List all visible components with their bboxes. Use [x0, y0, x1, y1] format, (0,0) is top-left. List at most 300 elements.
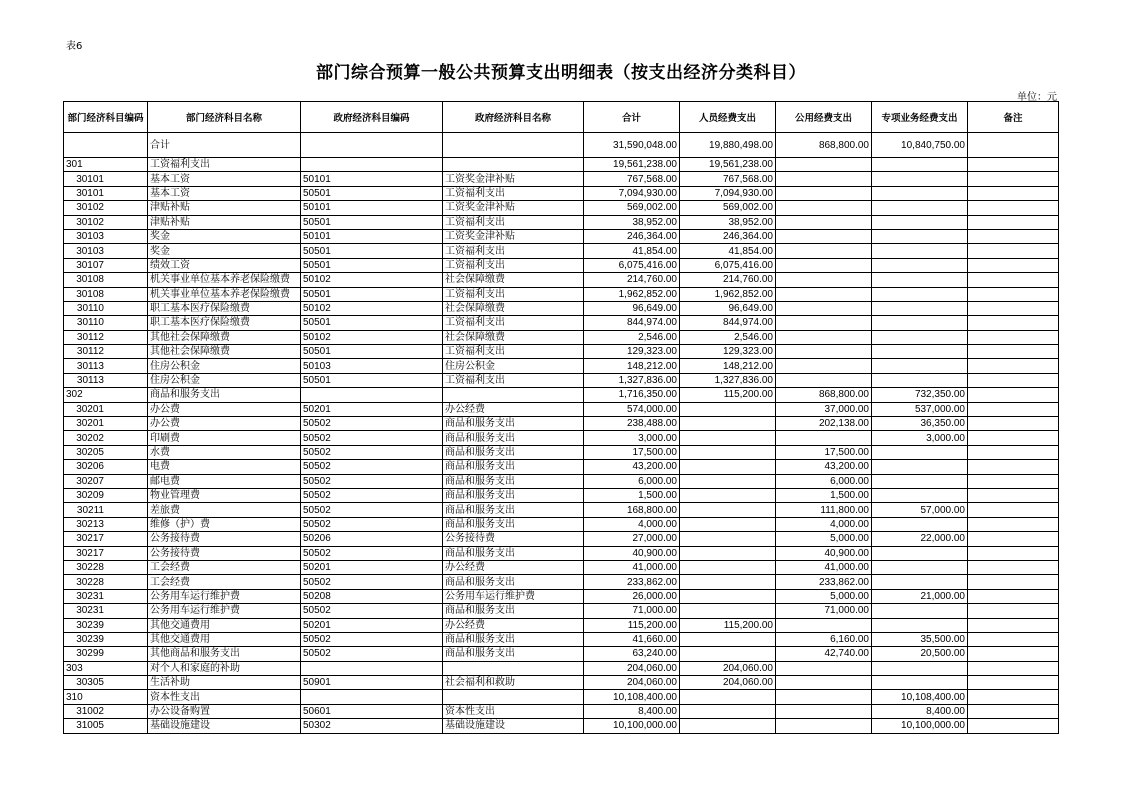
special-cell — [872, 460, 968, 474]
personnel-cell — [680, 445, 776, 459]
table-row — [64, 532, 1059, 546]
gov-code-cell: 50102 — [301, 330, 443, 344]
table-row — [64, 388, 1059, 402]
personnel-cell — [680, 589, 776, 603]
total-cell: 26,000.00 — [584, 589, 680, 603]
public-cell: 37,000.00 — [776, 402, 872, 416]
table-row — [64, 632, 1059, 646]
gov-name-cell: 商品和服务支出 — [443, 575, 584, 589]
table-row — [64, 719, 1059, 733]
total-cell: 569,002.00 — [584, 201, 680, 215]
public-cell — [776, 373, 872, 387]
special-cell — [872, 287, 968, 301]
gov-code-cell: 50501 — [301, 186, 443, 200]
gov-name-cell: 社会保障缴费 — [443, 301, 584, 315]
personnel-cell — [680, 474, 776, 488]
public-cell — [776, 661, 872, 675]
total-cell: 168,800.00 — [584, 503, 680, 517]
dept-code-cell: 301 — [64, 158, 148, 172]
gov-name-cell — [443, 158, 584, 172]
dept-code-cell: 30228 — [64, 575, 148, 589]
dept-name-cell: 工会经费 — [148, 560, 301, 574]
remark-cell — [968, 503, 1059, 517]
header-remark: 备注 — [968, 102, 1059, 133]
special-cell: 20,500.00 — [872, 647, 968, 661]
total-cell: 233,862.00 — [584, 575, 680, 589]
dept-name-cell: 公务用车运行维护费 — [148, 589, 301, 603]
remark-cell — [968, 488, 1059, 502]
table-row — [64, 604, 1059, 618]
gov-code-cell: 50201 — [301, 560, 443, 574]
gov-name-cell: 社会福利和救助 — [443, 676, 584, 690]
dept-name-cell: 绩效工资 — [148, 258, 301, 272]
gov-name-cell: 商品和服务支出 — [443, 503, 584, 517]
personnel-cell — [680, 690, 776, 704]
special-cell — [872, 201, 968, 215]
table-row — [64, 589, 1059, 603]
total-cell: 115,200.00 — [584, 618, 680, 632]
public-cell — [776, 330, 872, 344]
gov-name-cell: 工资福利支出 — [443, 345, 584, 359]
dept-code-cell: 30228 — [64, 560, 148, 574]
page-title: 部门综合预算一般公共预算支出明细表（按支出经济分类科目） — [316, 63, 806, 83]
total-cell: 574,000.00 — [584, 402, 680, 416]
remark-cell — [968, 647, 1059, 661]
total-cell: 8,400.00 — [584, 704, 680, 718]
special-cell — [872, 273, 968, 287]
table-row — [64, 258, 1059, 272]
gov-code-cell: 50502 — [301, 632, 443, 646]
dept-name-cell: 水费 — [148, 445, 301, 459]
total-cell: 63,240.00 — [584, 647, 680, 661]
dept-name-cell: 办公费 — [148, 402, 301, 416]
personnel-cell: 6,075,416.00 — [680, 258, 776, 272]
public-cell — [776, 719, 872, 733]
special-cell — [872, 172, 968, 186]
remark-cell — [968, 273, 1059, 287]
public-cell: 42,740.00 — [776, 647, 872, 661]
gov-code-cell: 50208 — [301, 589, 443, 603]
dept-code-cell: 30103 — [64, 229, 148, 243]
special-cell: 10,108,400.00 — [872, 690, 968, 704]
public-cell — [776, 229, 872, 243]
total-cell: 238,488.00 — [584, 417, 680, 431]
gov-code-cell: 50501 — [301, 258, 443, 272]
special-cell — [872, 474, 968, 488]
total-cell: 10,108,400.00 — [584, 690, 680, 704]
special-cell — [872, 316, 968, 330]
dept-code-cell: 30113 — [64, 359, 148, 373]
gov-code-cell: 50103 — [301, 359, 443, 373]
gov-code-cell: 50501 — [301, 373, 443, 387]
public-cell — [776, 316, 872, 330]
table-row — [64, 676, 1059, 690]
public-cell: 4,000.00 — [776, 517, 872, 531]
table-number: 表6 — [66, 41, 83, 52]
public-cell — [776, 690, 872, 704]
dept-code-cell: 30209 — [64, 488, 148, 502]
personnel-cell: 1,327,836.00 — [680, 373, 776, 387]
dept-name-cell: 物业管理费 — [148, 488, 301, 502]
gov-name-cell: 公务用车运行维护费 — [443, 589, 584, 603]
remark-cell — [968, 575, 1059, 589]
special-cell — [872, 445, 968, 459]
gov-name-cell: 商品和服务支出 — [443, 460, 584, 474]
special-cell — [872, 604, 968, 618]
dept-name-cell: 印刷费 — [148, 431, 301, 445]
personnel-cell — [680, 604, 776, 618]
dept-code-cell: 30239 — [64, 632, 148, 646]
public-cell — [776, 186, 872, 200]
table-row — [64, 546, 1059, 560]
table-row — [64, 474, 1059, 488]
remark-cell — [968, 661, 1059, 675]
gov-code-cell — [301, 690, 443, 704]
total-cell: 1,716,350.00 — [584, 388, 680, 402]
public-cell: 233,862.00 — [776, 575, 872, 589]
gov-code-cell: 50502 — [301, 460, 443, 474]
public-cell — [776, 301, 872, 315]
dept-code-cell: 30102 — [64, 215, 148, 229]
total-cell: 204,060.00 — [584, 661, 680, 675]
personnel-cell — [680, 647, 776, 661]
gov-code-cell: 50901 — [301, 676, 443, 690]
special-cell: 3,000.00 — [872, 431, 968, 445]
gov-code-cell: 50102 — [301, 273, 443, 287]
personnel-cell: 246,364.00 — [680, 229, 776, 243]
gov-name-cell — [443, 690, 584, 704]
personnel-cell: 148,212.00 — [680, 359, 776, 373]
total-cell: 41,854.00 — [584, 244, 680, 258]
remark-cell — [968, 388, 1059, 402]
dept-code-cell: 30231 — [64, 604, 148, 618]
special-cell — [872, 676, 968, 690]
gov-name-cell: 工资福利支出 — [443, 186, 584, 200]
gov-name-cell: 商品和服务支出 — [443, 604, 584, 618]
personnel-cell — [680, 719, 776, 733]
personnel-cell: 129,323.00 — [680, 345, 776, 359]
personnel-cell: 2,546.00 — [680, 330, 776, 344]
dept-code-cell: 30101 — [64, 172, 148, 186]
remark-cell — [968, 229, 1059, 243]
dept-code-cell: 302 — [64, 388, 148, 402]
remark-cell — [968, 704, 1059, 718]
remark-cell — [968, 431, 1059, 445]
gov-name-cell: 工资福利支出 — [443, 215, 584, 229]
dept-code-cell: 30110 — [64, 316, 148, 330]
budget-table — [63, 101, 1059, 734]
gov-code-cell: 50206 — [301, 532, 443, 546]
remark-cell — [968, 402, 1059, 416]
special-cell: 732,350.00 — [872, 388, 968, 402]
table-row — [64, 575, 1059, 589]
dept-name-cell: 住房公积金 — [148, 359, 301, 373]
special-cell — [872, 373, 968, 387]
personnel-cell — [680, 560, 776, 574]
special-cell — [872, 229, 968, 243]
public-cell — [776, 287, 872, 301]
special-cell: 10,100,000.00 — [872, 719, 968, 733]
gov-code-cell: 50501 — [301, 345, 443, 359]
dept-name-cell: 津贴补贴 — [148, 215, 301, 229]
header-dept-name: 部门经济科目名称 — [148, 102, 301, 133]
gov-code-cell: 50502 — [301, 604, 443, 618]
public-cell: 202,138.00 — [776, 417, 872, 431]
gov-name-cell: 社会保障缴费 — [443, 330, 584, 344]
personnel-cell: 204,060.00 — [680, 661, 776, 675]
public-cell: 6,160.00 — [776, 632, 872, 646]
total-cell: 214,760.00 — [584, 273, 680, 287]
public-cell: 71,000.00 — [776, 604, 872, 618]
remark-cell — [968, 330, 1059, 344]
gov-code-cell: 50101 — [301, 201, 443, 215]
gov-code-cell: 50502 — [301, 503, 443, 517]
total-cell: 6,075,416.00 — [584, 258, 680, 272]
dept-name-cell: 奖金 — [148, 229, 301, 243]
header-total: 合计 — [584, 102, 680, 133]
gov-name-cell: 公务接待费 — [443, 532, 584, 546]
table-row — [64, 215, 1059, 229]
remark-cell — [968, 632, 1059, 646]
total-cell: 71,000.00 — [584, 604, 680, 618]
remark-cell — [968, 244, 1059, 258]
gov-name-cell: 工资福利支出 — [443, 316, 584, 330]
total-cell: 246,364.00 — [584, 229, 680, 243]
total-cell: 1,500.00 — [584, 488, 680, 502]
dept-name-cell: 其他社会保障缴费 — [148, 330, 301, 344]
remark-cell — [968, 201, 1059, 215]
gov-code-cell — [301, 158, 443, 172]
personnel-cell — [680, 503, 776, 517]
gov-name-cell: 工资福利支出 — [443, 258, 584, 272]
gov-code-cell: 50502 — [301, 546, 443, 560]
gov-name-cell: 商品和服务支出 — [443, 488, 584, 502]
dept-code-cell: 30102 — [64, 201, 148, 215]
gov-code-cell — [301, 661, 443, 675]
dept-name-cell: 维修（护）费 — [148, 517, 301, 531]
public-cell: 111,800.00 — [776, 503, 872, 517]
personnel-cell: 214,760.00 — [680, 273, 776, 287]
dept-code-cell: 30112 — [64, 330, 148, 344]
dept-name-cell: 其他交通费用 — [148, 632, 301, 646]
table-row — [64, 417, 1059, 431]
total-remark — [968, 133, 1059, 158]
gov-name-cell: 基础设施建设 — [443, 719, 584, 733]
special-cell — [872, 158, 968, 172]
personnel-cell: 844,974.00 — [680, 316, 776, 330]
public-cell: 868,800.00 — [776, 388, 872, 402]
special-cell: 22,000.00 — [872, 532, 968, 546]
table-row — [64, 244, 1059, 258]
special-cell: 537,000.00 — [872, 402, 968, 416]
dept-code-cell: 30108 — [64, 273, 148, 287]
dept-name-cell: 基础设施建设 — [148, 719, 301, 733]
personnel-cell: 38,952.00 — [680, 215, 776, 229]
remark-cell — [968, 359, 1059, 373]
special-cell — [872, 258, 968, 272]
remark-cell — [968, 417, 1059, 431]
dept-name-cell: 公务接待费 — [148, 532, 301, 546]
total-cell: 38,952.00 — [584, 215, 680, 229]
dept-code-cell: 30201 — [64, 402, 148, 416]
total-cell: 1,327,836.00 — [584, 373, 680, 387]
personnel-cell — [680, 417, 776, 431]
remark-cell — [968, 172, 1059, 186]
table-row — [64, 287, 1059, 301]
dept-name-cell: 其他交通费用 — [148, 618, 301, 632]
total-cell: 844,974.00 — [584, 316, 680, 330]
table-row — [64, 186, 1059, 200]
table-row — [64, 273, 1059, 287]
dept-name-cell: 办公费 — [148, 417, 301, 431]
public-cell — [776, 258, 872, 272]
gov-code-cell: 50302 — [301, 719, 443, 733]
dept-code-cell: 31002 — [64, 704, 148, 718]
gov-name-cell: 商品和服务支出 — [443, 431, 584, 445]
gov-code-cell: 50501 — [301, 316, 443, 330]
gov-code-cell: 50601 — [301, 704, 443, 718]
personnel-cell — [680, 632, 776, 646]
dept-name-cell: 邮电费 — [148, 474, 301, 488]
special-cell: 57,000.00 — [872, 503, 968, 517]
dept-code-cell: 30211 — [64, 503, 148, 517]
remark-cell — [968, 215, 1059, 229]
dept-name-cell: 住房公积金 — [148, 373, 301, 387]
public-cell — [776, 431, 872, 445]
table-row — [64, 330, 1059, 344]
personnel-cell: 569,002.00 — [680, 201, 776, 215]
dept-code-cell: 31005 — [64, 719, 148, 733]
total-cell: 43,200.00 — [584, 460, 680, 474]
dept-name-cell: 机关事业单位基本养老保险缴费 — [148, 287, 301, 301]
public-cell — [776, 201, 872, 215]
total-cell: 7,094,930.00 — [584, 186, 680, 200]
total-personnel: 19,880,498.00 — [680, 133, 776, 158]
total-row — [64, 133, 1059, 158]
total-cell: 27,000.00 — [584, 532, 680, 546]
table-row — [64, 373, 1059, 387]
dept-code-cell: 30103 — [64, 244, 148, 258]
total-cell: 41,660.00 — [584, 632, 680, 646]
gov-code-cell: 50102 — [301, 301, 443, 315]
table-row — [64, 690, 1059, 704]
total-cell: 148,212.00 — [584, 359, 680, 373]
public-cell: 1,500.00 — [776, 488, 872, 502]
gov-code-cell: 50201 — [301, 618, 443, 632]
total-code-cell — [64, 133, 148, 158]
table-row — [64, 158, 1059, 172]
remark-cell — [968, 618, 1059, 632]
personnel-cell — [680, 488, 776, 502]
personnel-cell: 19,561,238.00 — [680, 158, 776, 172]
table-row — [64, 704, 1059, 718]
public-cell — [776, 172, 872, 186]
table-row — [64, 560, 1059, 574]
personnel-cell — [680, 460, 776, 474]
remark-cell — [968, 287, 1059, 301]
dept-name-cell: 职工基本医疗保险缴费 — [148, 316, 301, 330]
remark-cell — [968, 460, 1059, 474]
special-cell — [872, 661, 968, 675]
public-cell — [776, 359, 872, 373]
gov-code-cell: 50101 — [301, 229, 443, 243]
special-cell — [872, 244, 968, 258]
personnel-cell: 767,568.00 — [680, 172, 776, 186]
gov-name-cell: 工资福利支出 — [443, 287, 584, 301]
total-cell: 17,500.00 — [584, 445, 680, 459]
total-cell: 4,000.00 — [584, 517, 680, 531]
remark-cell — [968, 158, 1059, 172]
table-row — [64, 618, 1059, 632]
special-cell — [872, 546, 968, 560]
table-row — [64, 488, 1059, 502]
dept-code-cell: 30239 — [64, 618, 148, 632]
dept-code-cell: 30305 — [64, 676, 148, 690]
remark-cell — [968, 316, 1059, 330]
public-cell: 5,000.00 — [776, 589, 872, 603]
remark-cell — [968, 604, 1059, 618]
table-row — [64, 661, 1059, 675]
dept-name-cell: 其他商品和服务支出 — [148, 647, 301, 661]
remark-cell — [968, 186, 1059, 200]
header-public: 公用经费支出 — [776, 102, 872, 133]
public-cell — [776, 244, 872, 258]
gov-code-cell: 50502 — [301, 474, 443, 488]
public-cell — [776, 273, 872, 287]
total-public: 868,800.00 — [776, 133, 872, 158]
gov-name-cell: 工资福利支出 — [443, 244, 584, 258]
dept-code-cell: 310 — [64, 690, 148, 704]
unit-label: 单位：元 — [1017, 92, 1057, 103]
dept-code-cell: 30213 — [64, 517, 148, 531]
gov-name-cell: 商品和服务支出 — [443, 546, 584, 560]
remark-cell — [968, 589, 1059, 603]
public-cell: 6,000.00 — [776, 474, 872, 488]
gov-code-cell: 50502 — [301, 575, 443, 589]
dept-code-cell: 30101 — [64, 186, 148, 200]
table-row — [64, 431, 1059, 445]
dept-name-cell: 津贴补贴 — [148, 201, 301, 215]
personnel-cell — [680, 575, 776, 589]
dept-code-cell: 303 — [64, 661, 148, 675]
table-row — [64, 647, 1059, 661]
personnel-cell — [680, 532, 776, 546]
total-cell: 1,962,852.00 — [584, 287, 680, 301]
personnel-cell: 7,094,930.00 — [680, 186, 776, 200]
public-cell — [776, 676, 872, 690]
remark-cell — [968, 676, 1059, 690]
dept-code-cell: 30217 — [64, 546, 148, 560]
personnel-cell — [680, 431, 776, 445]
table-row — [64, 460, 1059, 474]
special-cell — [872, 215, 968, 229]
total-cell: 129,323.00 — [584, 345, 680, 359]
total-cell: 3,000.00 — [584, 431, 680, 445]
special-cell: 35,500.00 — [872, 632, 968, 646]
personnel-cell: 115,200.00 — [680, 618, 776, 632]
remark-cell — [968, 301, 1059, 315]
dept-name-cell: 工资福利支出 — [148, 158, 301, 172]
remark-cell — [968, 690, 1059, 704]
public-cell — [776, 215, 872, 229]
gov-code-cell: 50502 — [301, 417, 443, 431]
dept-code-cell: 30201 — [64, 417, 148, 431]
dept-name-cell: 奖金 — [148, 244, 301, 258]
special-cell — [872, 301, 968, 315]
special-cell — [872, 330, 968, 344]
gov-name-cell: 工资奖金津补贴 — [443, 229, 584, 243]
gov-name-cell — [443, 388, 584, 402]
